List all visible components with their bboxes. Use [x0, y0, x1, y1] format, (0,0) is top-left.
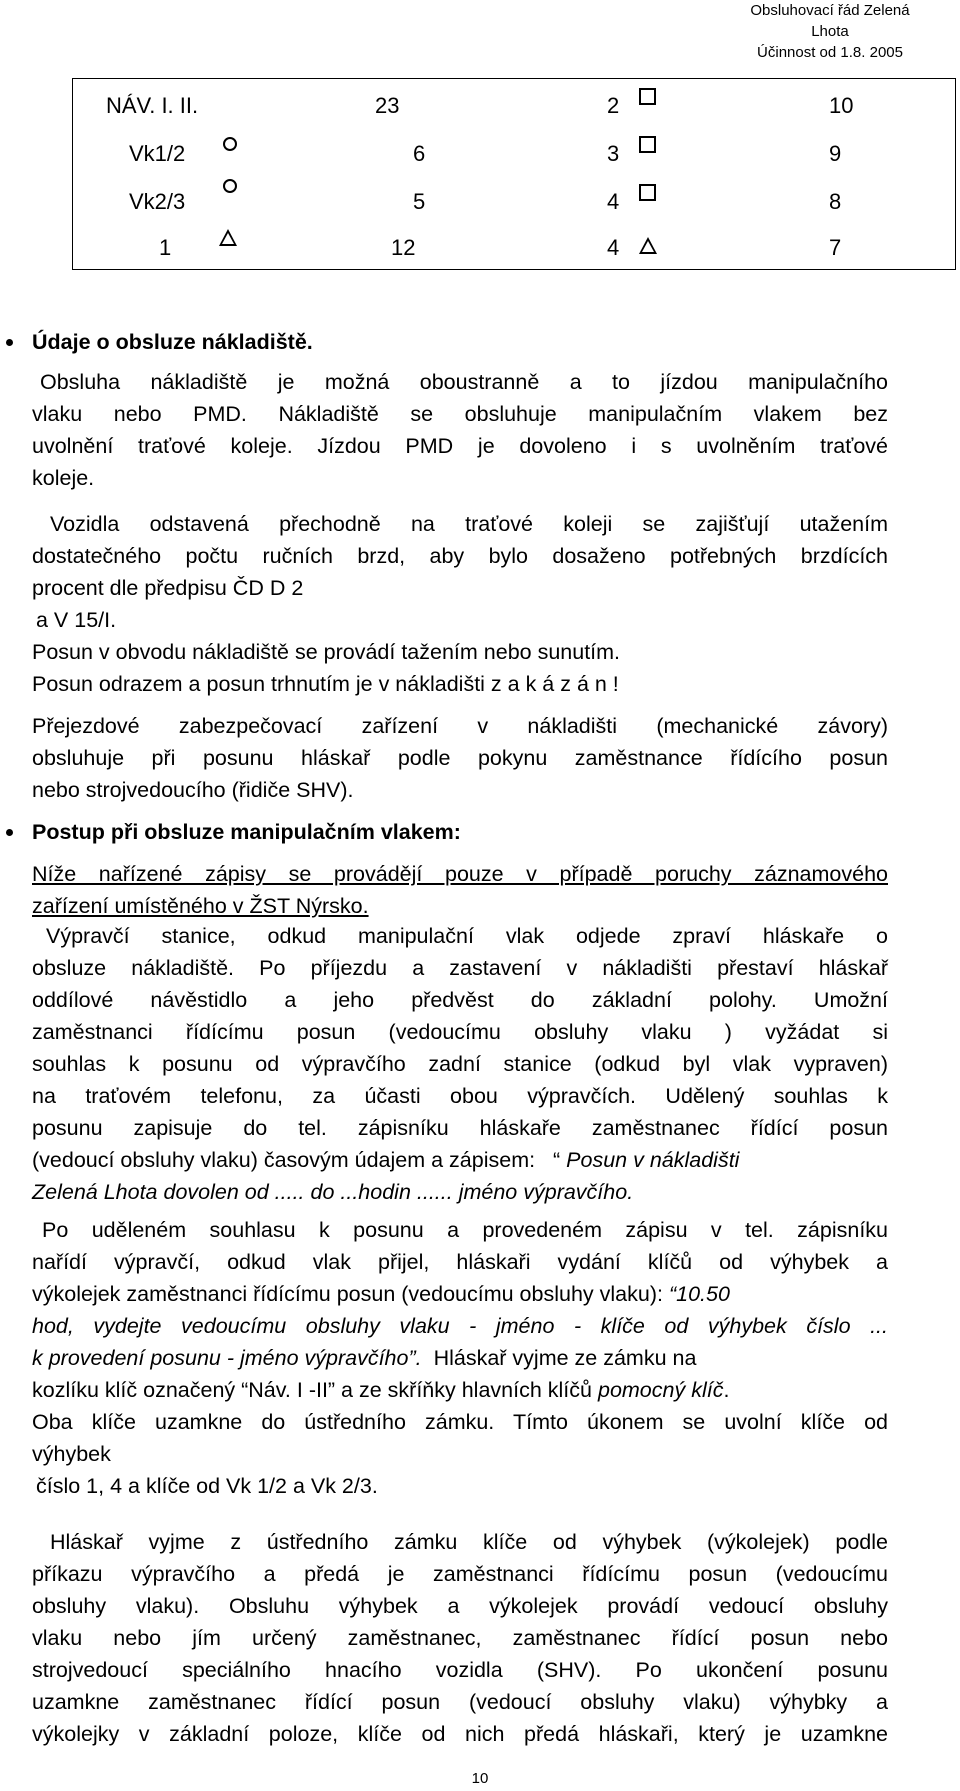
paragraph-line: vlaku nebo jím určený zaměstnanec, zaměstnanec řídící posun nebo	[32, 1626, 888, 1650]
paragraph-line: kozlíku klíč označený “Náv. I -II” a ze skříňky hlavních klíčů pomocný klíč.	[32, 1378, 730, 1402]
table-cell: 7	[829, 235, 842, 260]
paragraph-line: posunu zapisuje do tel. zápisníku hláskaře zaměstnanec řídící posun	[32, 1116, 888, 1140]
paragraph-line: a V 15/I.	[36, 608, 117, 632]
square-icon	[639, 184, 656, 201]
square-icon	[639, 88, 656, 105]
table-cell: 9	[829, 141, 842, 166]
table-cell: Vk1/2	[129, 141, 186, 166]
paragraph-line: obsluhy vlaku). Obsluhu výhybek a výkolejek provádí vedoucí obsluhy	[32, 1594, 888, 1618]
table-cell: 23	[375, 93, 400, 118]
paragraph-line: strojvedoucí speciálního hnacího vozidla (SHV). Po ukončení posunu	[32, 1658, 888, 1682]
paragraph-line: obsluze nákladiště. Po příjezdu a zastavení v nákladišti přestaví hláskař	[32, 956, 888, 980]
header-subtitle: Lhota	[811, 23, 849, 40]
bullet-icon	[6, 339, 13, 346]
table-cell: 1	[159, 235, 172, 260]
paragraph-line: nebo strojvedoucího (řidiče SHV).	[32, 778, 354, 802]
document-header	[700, 0, 960, 63]
section-heading-procedure: Postup při obsluze manipulačním vlakem:	[32, 820, 461, 844]
paragraph-line: Posun v obvodu nákladiště se provádí tažením nebo sunutím.	[32, 640, 621, 664]
table-cell: 3	[607, 141, 620, 166]
paragraph-line: obsluhuje při posunu hláskař podle pokynu zaměstnance řídícího posun	[32, 746, 888, 770]
table-cell: 4	[607, 189, 620, 214]
paragraph-line: Po uděleném souhlasu k posunu a provedeném zápisu v tel. zápisníku	[42, 1218, 888, 1242]
paragraph-line: uzamkne zaměstnanec řídící posun (vedoucí obsluhy vlaku) výhybky a	[32, 1690, 888, 1714]
table-cell: 5	[413, 189, 426, 214]
square-icon	[639, 136, 656, 153]
header-effective-date: Účinnost od 1.8. 2005	[757, 44, 903, 61]
circle-icon	[223, 137, 237, 151]
paragraph-line: zařízení umístěného v ŽST Nýrsko.	[32, 894, 369, 918]
paragraph-line: uvolnění traťové koleje. Jízdou PMD je dovoleno i s uvolněním traťové	[32, 434, 888, 458]
paragraph-line: výkolejek zaměstnanci řídícímu posun (vedoucímu obsluhy vlaku): “10.50	[32, 1282, 730, 1306]
table-cell: 8	[829, 189, 842, 214]
paragraph-line: (vedoucí obsluhy vlaku) časovým údajem a zápisem: “ Posun v nákladišti	[32, 1148, 740, 1172]
triangle-icon	[639, 237, 657, 254]
paragraph-line: dostatečného počtu ručních brzd, aby bylo dosaženo potřebných brzdících	[32, 544, 888, 568]
key-table	[72, 78, 956, 270]
paragraph-line: procent dle předpisu ČD D 2	[32, 576, 304, 600]
table-cell: 4	[607, 235, 620, 260]
paragraph-line: k provedení posunu - jméno výpravčího”. Hláskař vyjme ze zámku na	[32, 1346, 697, 1370]
table-cell: 12	[391, 235, 416, 260]
paragraph-line: vlaku nebo PMD. Nákladiště se obsluhuje manipulačním vlakem bez	[32, 402, 888, 426]
paragraph-line: příkazu výpravčího a předá je zaměstnanci řídícímu posun (vedoucímu	[32, 1562, 888, 1586]
table-cell: 6	[413, 141, 426, 166]
paragraph-line: Posun odrazem a posun trhnutím je v nákladišti z a k á z á n !	[32, 672, 619, 696]
circle-icon	[223, 179, 237, 193]
paragraph-line: souhlas k posunu od výpravčího zadní stanice (odkud byl vlak vypraven)	[32, 1052, 888, 1076]
section-heading-loading-area: Údaje o obsluze nákladiště.	[32, 330, 313, 354]
paragraph-line: koleje.	[32, 466, 95, 490]
paragraph-line: Vozidla odstavená přechodně na traťové koleji se zajišťují utažením	[50, 512, 888, 536]
triangle-icon	[219, 229, 237, 246]
table-cell: NÁV. I. II.	[106, 93, 199, 118]
table-cell: 10	[829, 93, 854, 118]
paragraph-line: hod, vydejte vedoucímu obsluhy vlaku - jméno - klíče od výhybek číslo ...	[32, 1314, 888, 1338]
table-cell: 2	[607, 93, 620, 118]
paragraph-line: Hláskař vyjme z ústředního zámku klíče od výhybek (výkolejek) podle	[50, 1530, 888, 1554]
paragraph-line: Oba klíče uzamkne do ústředního zámku. Tímto úkonem se uvolní klíče od	[32, 1410, 888, 1434]
table-cell: Vk2/3	[129, 189, 186, 214]
paragraph-line: Výpravčí stanice, odkud manipulační vlak odjede zpraví hláskaře o	[46, 924, 888, 948]
paragraph-line: číslo 1, 4 a klíče od Vk 1/2 a Vk 2/3.	[36, 1474, 378, 1498]
paragraph-line: Zelená Lhota dovolen od ..... do ...hodin ...... jméno výpravčího.	[32, 1180, 634, 1204]
paragraph-line: Níže nařízené zápisy se provádějí pouze v případě poruchy záznamového	[32, 862, 888, 886]
bullet-icon	[6, 829, 13, 836]
paragraph-line: výhybek	[32, 1442, 111, 1466]
page-number: 10	[471, 1770, 489, 1787]
paragraph-line: oddílové návěstidlo a jeho předvěst do základní polohy. Umožní	[32, 988, 888, 1012]
paragraph-line: zaměstnanci řídícímu posun (vedoucímu obsluhy vlaku ) vyžádat si	[32, 1020, 888, 1044]
paragraph-line: na traťovém telefonu, za účasti obou výpravčích. Udělený souhlas k	[32, 1084, 888, 1108]
paragraph-line: Obsluha nákladiště je možná oboustranně a to jízdou manipulačního	[40, 370, 888, 394]
header-title: Obsluhovací řád Zelená	[750, 2, 910, 19]
paragraph-line: nařídí výpravčí, odkud vlak přijel, hláskaři vydání klíčů od výhybek a	[32, 1250, 888, 1274]
paragraph-line: výkolejky v základní poloze, klíče od nich předá hláskaři, který je uzamkne	[32, 1722, 888, 1746]
paragraph-line: Přejezdové zabezpečovací zařízení v nákladišti (mechanické závory)	[32, 714, 888, 738]
